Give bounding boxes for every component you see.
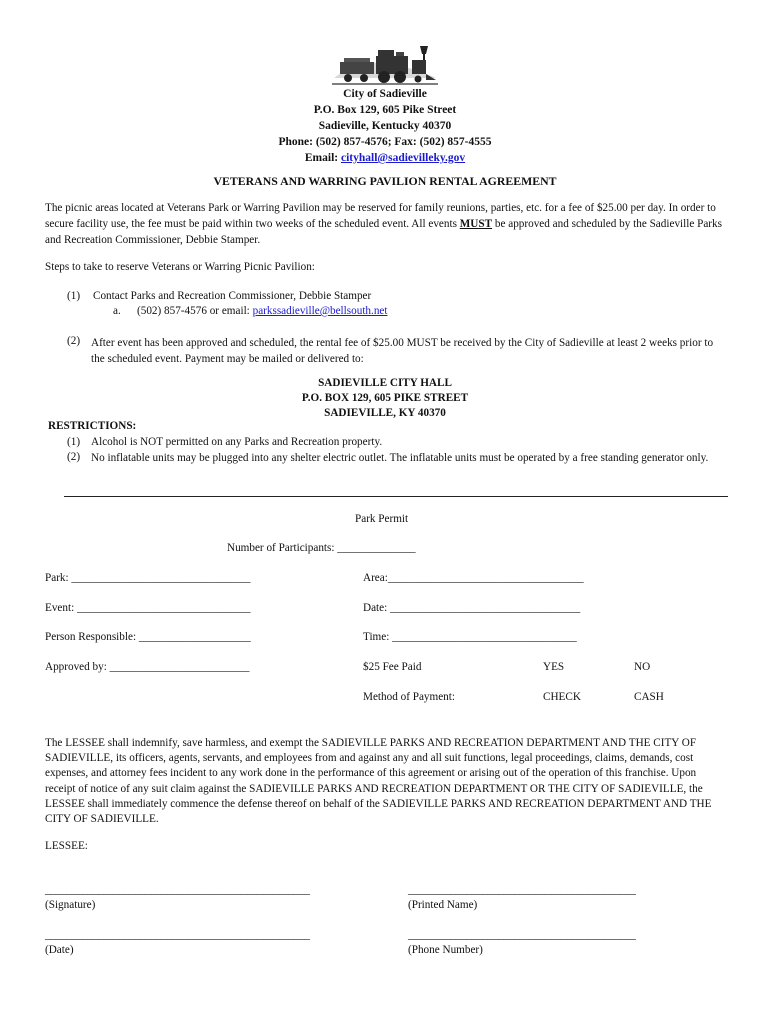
address-line-1: P.O. Box 129, 605 Pike Street xyxy=(313,104,457,116)
payment-method-label: Method of Payment: xyxy=(363,691,455,703)
parks-email-link[interactable]: parkssadieville@bellsouth.net xyxy=(252,305,388,317)
steps-heading: Steps to take to reserve Veterans or Warring Picnic Pavilion: xyxy=(45,261,315,273)
signature-caption: (Signature) xyxy=(45,899,96,911)
city-email-link[interactable]: cityhall@sadievilleky.gov xyxy=(341,152,466,164)
mailing-address xyxy=(0,376,770,421)
signature-line[interactable]: __________________________________________________ xyxy=(45,884,310,896)
restriction-1-number: (1) xyxy=(67,436,81,448)
payment-cash[interactable]: CASH xyxy=(634,691,664,703)
step-1a-line xyxy=(137,305,387,317)
printed-name-line[interactable]: ___________________________________________ xyxy=(408,884,636,896)
person-responsible-field[interactable]: Person Responsible: ____________________ xyxy=(45,631,251,643)
email-line xyxy=(0,150,770,166)
date-line[interactable]: __________________________________________________ xyxy=(45,929,310,941)
step-1-text: Contact Parks and Recreation Commissioner, Debbie Stamper xyxy=(93,290,372,302)
step-2-number: (2) xyxy=(67,335,81,347)
step-1-number: (1) xyxy=(67,290,81,302)
city-name: City of Sadieville xyxy=(343,88,427,100)
park-field[interactable]: Park: ________________________________ xyxy=(45,572,251,584)
approved-by-field[interactable]: Approved by: _________________________ xyxy=(45,661,250,673)
fee-paid-yes[interactable]: YES xyxy=(543,661,565,673)
indemnity-paragraph: The LESSEE shall indemnify, save harmless, and exempt the SADIEVILLE PARKS AND RECREATION DEPARTMENT AND THE CITY OF SADIEVILLE, its officers, agents, servants, and employees from and against any and all suit functions, legal proceedings, claims, demands, cost expenses, and attorney fees incident to any work done in the performance of this agreement or arising out of the operation of this franchise. Upon receipt of notice of any suit claim against the SADIEVILLE PARKS AND RECREATION DEPARTMENT OR THE CITY OF SADIEVILLE, the LESSEE shall immediately commence the defense thereof on behalf of the SADIEVILLE PARKS AND RECREATION DEPARTMENT AND THE CITY OF SADIEVILLE. xyxy=(45,737,712,826)
mail-line-3: SADIEVILLE, KY 40370 xyxy=(324,407,446,419)
phone-number-line[interactable]: ___________________________________________ xyxy=(408,929,636,941)
city-logo-locomotive xyxy=(330,42,440,88)
phone-fax: Phone: (502) 857-4576; Fax: (502) 857-4555 xyxy=(278,136,492,148)
permit-title: Park Permit xyxy=(355,513,409,525)
fee-paid-no[interactable]: NO xyxy=(634,661,651,673)
intro-must: MUST xyxy=(459,218,493,230)
address-line-2: Sadieville, Kentucky 40370 xyxy=(318,120,452,132)
section-divider xyxy=(64,496,728,497)
restriction-1: Alcohol is NOT permitted on any Parks and Recreation property. xyxy=(91,436,383,448)
email-label: Email: xyxy=(304,152,339,164)
printed-name-caption: (Printed Name) xyxy=(408,899,478,911)
step-1a-label: a. xyxy=(113,305,121,317)
date-caption: (Date) xyxy=(45,944,74,956)
agreement-title: VETERANS AND WARRING PAVILION RENTAL AGREEMENT xyxy=(213,174,557,188)
step-1a-text: (502) 857-4576 or email: xyxy=(137,305,250,317)
fee-paid-label: $25 Fee Paid xyxy=(363,661,422,673)
intro-part-2: be approved and scheduled by the Sadieville Parks and Recreation Commissioner, Debbie Stamper. xyxy=(45,218,722,246)
date-field[interactable]: Date: __________________________________ xyxy=(363,602,581,614)
mail-line-1: SADIEVILLE CITY HALL xyxy=(318,377,452,389)
area-field[interactable]: Area:___________________________________ xyxy=(363,572,584,584)
intro-part-1: The picnic areas located at Veterans Park or Warring Pavilion may be reserved for family reunions, parties, etc. for a fee of $25.00 per day. In order to secure facility use, the fee must be paid within two weeks of the scheduled event. All events xyxy=(45,202,716,230)
phone-number-caption: (Phone Number) xyxy=(408,944,483,956)
restrictions-heading: RESTRICTIONS: xyxy=(48,420,137,432)
time-field[interactable]: Time: _________________________________ xyxy=(363,631,577,643)
letterhead xyxy=(0,86,770,166)
event-field[interactable]: Event: _______________________________ xyxy=(45,602,251,614)
lessee-label: LESSEE: xyxy=(45,840,88,852)
restriction-2: No inflatable units may be plugged into any shelter electric outlet. The inflatable units must be operated by a free standing generator only. xyxy=(91,452,709,464)
payment-check[interactable]: CHECK xyxy=(543,691,581,703)
mail-line-2: P.O. BOX 129, 605 PIKE STREET xyxy=(301,392,469,404)
restriction-2-number: (2) xyxy=(67,451,81,463)
participants-field[interactable]: Number of Participants: ______________ xyxy=(227,542,416,554)
intro-paragraph xyxy=(45,200,730,248)
step-2-text: After event has been approved and scheduled, the rental fee of $25.00 MUST be received by the City of Sadieville at least 2 weeks prior to the scheduled event. Payment may be mailed or delivered to: xyxy=(91,337,714,365)
